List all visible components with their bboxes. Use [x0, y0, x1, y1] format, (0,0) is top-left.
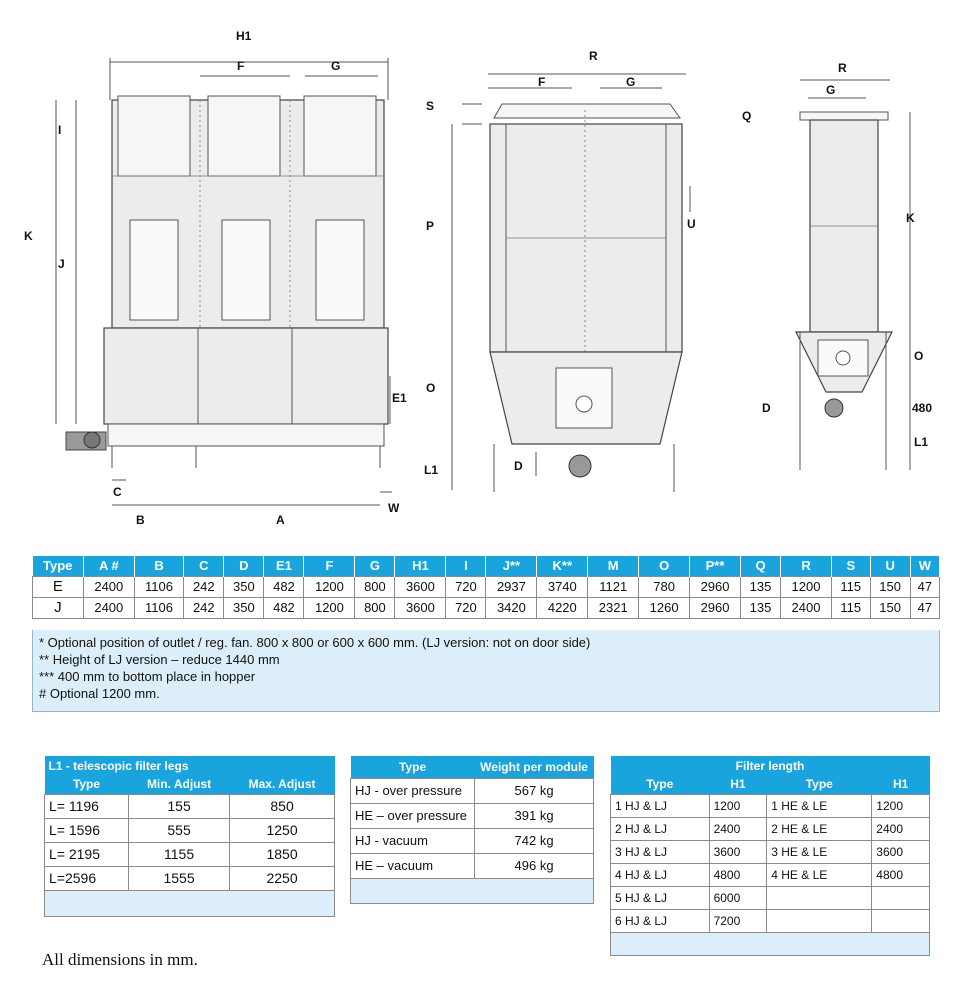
legs-cell: 850	[230, 794, 335, 818]
dimension-value-cell: 350	[224, 576, 264, 597]
dimension-header-cell: B	[134, 556, 183, 576]
dimension-header-cell: W	[910, 556, 939, 576]
filter-table-caption: Filter length	[611, 756, 930, 775]
dimension-header-cell: O	[639, 556, 690, 576]
legs-cell: 1555	[129, 866, 230, 890]
filter-length-table	[610, 756, 930, 956]
dimension-header-cell: P**	[690, 556, 741, 576]
dim-label-front-J: J	[58, 257, 65, 271]
dimension-value-cell: 1200	[781, 576, 832, 597]
dimension-value-cell: 350	[224, 597, 264, 618]
dimension-header-cell: C	[184, 556, 224, 576]
dimension-type-cell: E	[33, 576, 84, 597]
legs-blank-row	[45, 890, 335, 916]
weight-cell: HJ - vacuum	[351, 828, 475, 853]
dimension-value-cell: 482	[264, 576, 304, 597]
dimension-value-cell: 780	[639, 576, 690, 597]
legs-cell: 555	[129, 818, 230, 842]
weight-blank-cell	[351, 878, 594, 903]
filter-row	[611, 886, 930, 909]
dim-label-side-L1: L1	[424, 463, 439, 477]
dimension-header-cell: S	[831, 556, 870, 576]
weight-cell: HE – vacuum	[351, 853, 475, 878]
filter-cell: 1200	[709, 794, 767, 817]
filter-header-cell: Type	[767, 775, 872, 794]
weight-row	[351, 853, 594, 878]
dimension-value-cell: 47	[910, 576, 939, 597]
filter-cell	[872, 886, 930, 909]
filter-cell: 3 HE & LE	[767, 840, 872, 863]
dim-label-end-K: K	[906, 211, 915, 225]
weight-header-cell: Type	[351, 756, 475, 778]
dim-label-front-C: C	[113, 485, 122, 499]
dimension-header-row	[33, 556, 940, 576]
weight-blank-row	[351, 878, 594, 903]
dim-label-side-D: D	[514, 459, 523, 473]
dim-label-end-D: D	[762, 401, 771, 415]
dimension-header-cell: F	[304, 556, 355, 576]
dimension-value-cell: 150	[870, 597, 910, 618]
dimension-value-cell: 720	[446, 576, 486, 597]
weight-cell: HE – over pressure	[351, 803, 475, 828]
dimension-value-cell: 1106	[134, 597, 183, 618]
dim-label-end-L1: L1	[914, 435, 929, 449]
dim-label-front-I: I	[58, 123, 62, 137]
dimension-value-cell: 2937	[486, 576, 537, 597]
filter-cell: 1 HE & LE	[767, 794, 872, 817]
legs-cell: 2250	[230, 866, 335, 890]
legs-header-cell: Max. Adjust	[230, 775, 335, 794]
dimension-value-cell: 1106	[134, 576, 183, 597]
legs-cell: 1155	[129, 842, 230, 866]
filter-cell: 2 HJ & LJ	[611, 817, 710, 840]
filter-cell: 1 HJ & LJ	[611, 794, 710, 817]
dimension-value-cell: 47	[910, 597, 939, 618]
dimension-table-body	[33, 576, 940, 618]
dimension-table-header	[33, 556, 940, 576]
dimension-note: *** 400 mm to bottom place in hopper	[39, 669, 256, 684]
weight-cell: 742 kg	[475, 828, 594, 853]
dim-label-front-F: F	[237, 59, 245, 73]
dimension-header-cell: M	[588, 556, 639, 576]
filter-cell: 6 HJ & LJ	[611, 909, 710, 932]
filter-blank-row	[611, 932, 930, 955]
filter-cell: 4 HE & LE	[767, 863, 872, 886]
dimension-header-cell: D	[224, 556, 264, 576]
filter-row	[611, 909, 930, 932]
dimension-header-cell: I	[446, 556, 486, 576]
legs-cell: 155	[129, 794, 230, 818]
dim-label-front-K: K	[24, 229, 33, 243]
legs-cell: L= 1196	[45, 794, 129, 818]
dim-label-end-G: G	[826, 83, 836, 97]
dimension-row	[33, 597, 940, 618]
dimension-value-cell: 1260	[639, 597, 690, 618]
legs-row	[45, 794, 335, 818]
filter-header-cell: H1	[709, 775, 767, 794]
dimension-value-cell: 242	[184, 597, 224, 618]
weight-header-cell: Weight per module	[475, 756, 594, 778]
legs-blank-cell	[45, 890, 335, 916]
dim-label-front-E1: E1	[392, 391, 407, 405]
filter-cell: 3600	[872, 840, 930, 863]
dimension-header-cell: R	[781, 556, 832, 576]
dimension-header-cell: U	[870, 556, 910, 576]
dimension-value-cell: 115	[831, 597, 870, 618]
dim-label-front-B: B	[136, 513, 145, 527]
filter-cell: 2 HE & LE	[767, 817, 872, 840]
dimension-note: ** Height of LJ version – reduce 1440 mm	[39, 652, 280, 667]
dim-label-side-S: S	[426, 99, 435, 113]
dim-label-side-G: G	[626, 75, 636, 89]
legs-cell: 1850	[230, 842, 335, 866]
filter-cell	[767, 886, 872, 909]
filter-cell: 6000	[709, 886, 767, 909]
dimension-header-cell: H1	[395, 556, 446, 576]
dimension-value-cell: 3740	[537, 576, 588, 597]
dim-label-side-Q: Q	[742, 109, 752, 123]
weight-cell: 391 kg	[475, 803, 594, 828]
legs-table-caption: L1 - telescopic filter legs	[45, 756, 335, 775]
dimension-table-notes	[32, 630, 940, 712]
legs-row	[45, 818, 335, 842]
dimension-value-cell: 2960	[690, 597, 741, 618]
weight-row	[351, 803, 594, 828]
dimension-header-cell: J**	[486, 556, 537, 576]
filter-cell: 2400	[709, 817, 767, 840]
dimension-value-cell: 3600	[395, 576, 446, 597]
end-view-drawing	[762, 61, 932, 470]
dimension-value-cell: 2400	[781, 597, 832, 618]
dimension-value-cell: 135	[740, 576, 780, 597]
dimension-row	[33, 576, 940, 597]
legs-header-cell: Type	[45, 775, 129, 794]
dimension-header-cell: Type	[33, 556, 84, 576]
dim-label-end-O: O	[914, 349, 924, 363]
filter-row	[611, 863, 930, 886]
weight-table	[350, 756, 594, 904]
dimension-table	[32, 556, 940, 619]
dimension-value-cell: 3420	[486, 597, 537, 618]
filter-cell: 3600	[709, 840, 767, 863]
dim-label-side-O: O	[426, 381, 436, 395]
weight-cell: 567 kg	[475, 778, 594, 803]
dim-label-front-W: W	[388, 501, 400, 515]
dim-label-side-U: U	[687, 217, 696, 231]
dimension-note: # Optional 1200 mm.	[39, 686, 160, 701]
dim-label-front-G: G	[331, 59, 341, 73]
filter-cell	[872, 909, 930, 932]
filter-cell: 4800	[872, 863, 930, 886]
legs-row	[45, 842, 335, 866]
dimension-value-cell: 150	[870, 576, 910, 597]
filter-cell: 3 HJ & LJ	[611, 840, 710, 863]
dimension-header-cell: Q	[740, 556, 780, 576]
dimension-header-cell: G	[355, 556, 395, 576]
filter-header-cell: Type	[611, 775, 710, 794]
dimension-value-cell: 2400	[83, 576, 134, 597]
legs-cell: L=2596	[45, 866, 129, 890]
dimension-value-cell: 135	[740, 597, 780, 618]
dim-label-front-A: A	[276, 513, 285, 527]
dimension-value-cell: 2400	[83, 597, 134, 618]
dimension-value-cell: 1121	[588, 576, 639, 597]
weight-cell: 496 kg	[475, 853, 594, 878]
dimension-note: * Optional position of outlet / reg. fan. 800 x 800 or 600 x 600 mm. (LJ version: not on door side)	[39, 635, 591, 650]
filter-cell: 1200	[872, 794, 930, 817]
dimension-value-cell: 2321	[588, 597, 639, 618]
dimension-value-cell: 242	[184, 576, 224, 597]
dimension-value-cell: 800	[355, 576, 395, 597]
dimension-value-cell: 2960	[690, 576, 741, 597]
filter-header-cell: H1	[872, 775, 930, 794]
weight-row	[351, 778, 594, 803]
dimension-value-cell: 482	[264, 597, 304, 618]
filter-row	[611, 794, 930, 817]
filter-cell	[767, 909, 872, 932]
filter-row	[611, 817, 930, 840]
dim-label-end-R: R	[838, 61, 847, 75]
legs-cell: L= 1596	[45, 818, 129, 842]
weight-cell: HJ - over pressure	[351, 778, 475, 803]
dim-label-side-F: F	[538, 75, 546, 89]
units-footnote: All dimensions in mm.	[42, 950, 198, 969]
filter-cell: 5 HJ & LJ	[611, 886, 710, 909]
dimension-header-cell: K**	[537, 556, 588, 576]
dimension-value-cell: 800	[355, 597, 395, 618]
weight-row	[351, 828, 594, 853]
dim-label-end-480: 480	[912, 401, 933, 415]
filter-cell: 7200	[709, 909, 767, 932]
telescopic-legs-table	[44, 756, 335, 917]
dimension-type-cell: J	[33, 597, 84, 618]
legs-cell: 1250	[230, 818, 335, 842]
dim-label-side-R: R	[589, 49, 598, 63]
filter-cell: 4 HJ & LJ	[611, 863, 710, 886]
legs-header-cell: Min. Adjust	[129, 775, 230, 794]
legs-row	[45, 866, 335, 890]
dimension-header-cell: E1	[264, 556, 304, 576]
dim-label-side-P: P	[426, 219, 435, 233]
side-view-drawing	[424, 49, 751, 492]
dimension-header-cell: A #	[83, 556, 134, 576]
filter-row	[611, 840, 930, 863]
filter-cell: 4800	[709, 863, 767, 886]
legs-cell: L= 2195	[45, 842, 129, 866]
dimension-value-cell: 1200	[304, 576, 355, 597]
front-view-drawing	[24, 29, 407, 527]
filter-blank-cell	[611, 932, 930, 955]
filter-cell: 2400	[872, 817, 930, 840]
dimension-value-cell: 3600	[395, 597, 446, 618]
dimension-value-cell: 720	[446, 597, 486, 618]
dimension-value-cell: 1200	[304, 597, 355, 618]
dimension-value-cell: 115	[831, 576, 870, 597]
dimension-value-cell: 4220	[537, 597, 588, 618]
dim-label-front-H1: H1	[236, 29, 252, 43]
